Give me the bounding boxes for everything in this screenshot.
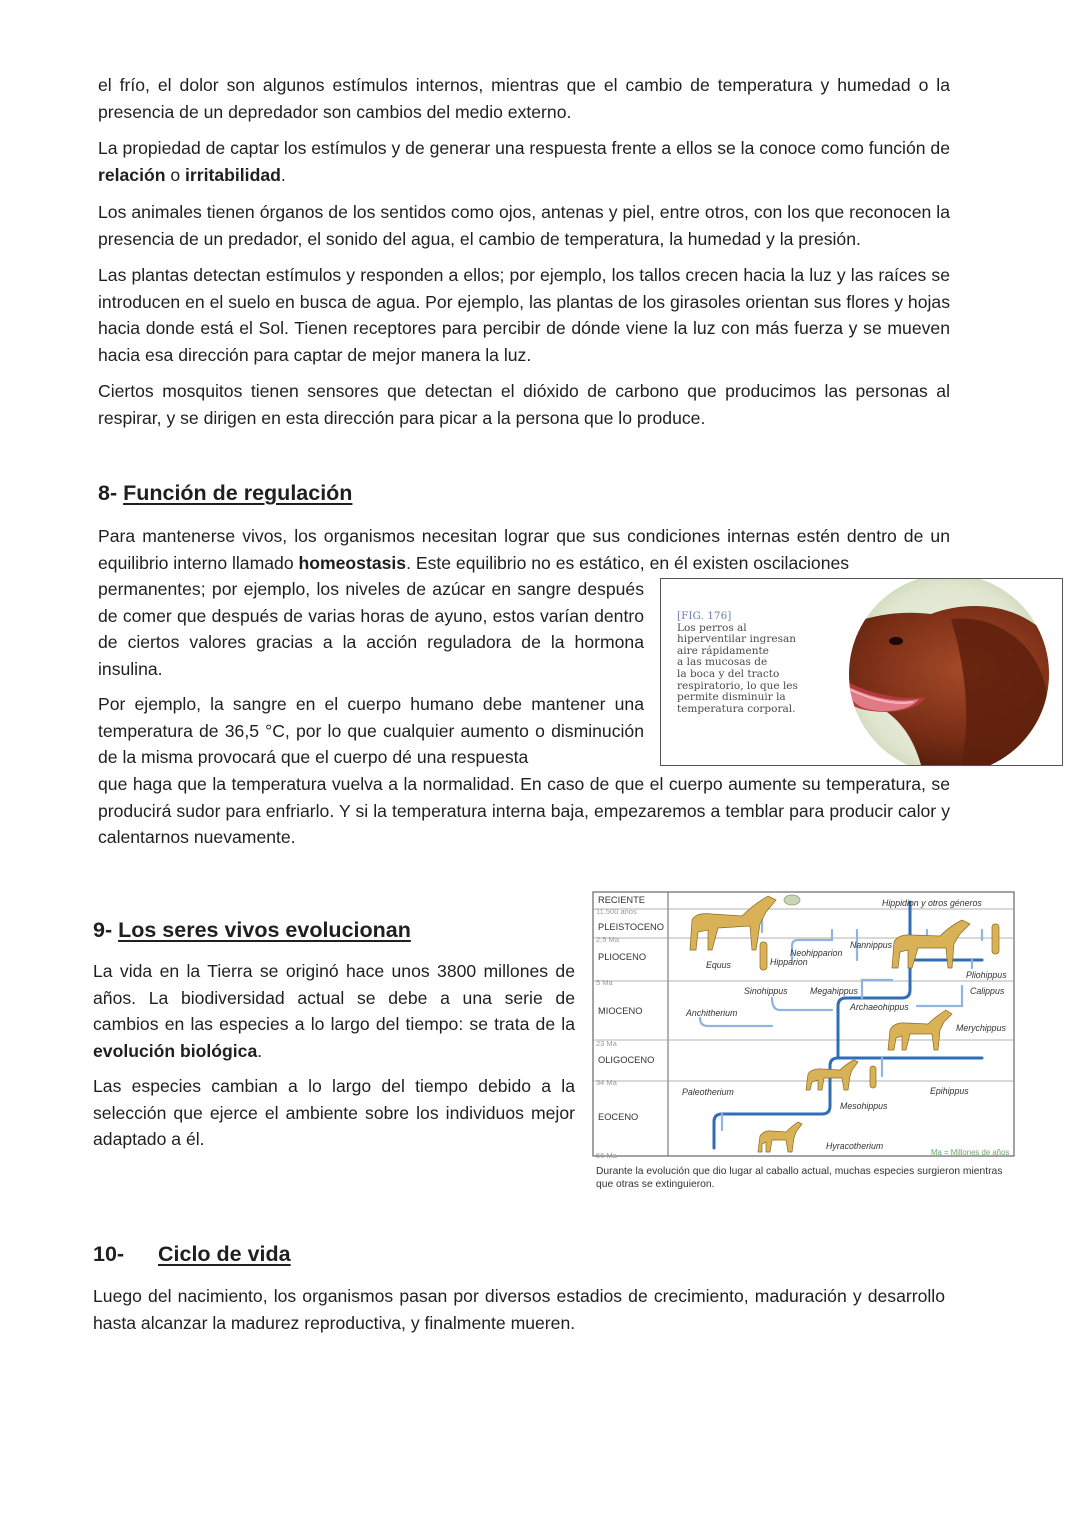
skull-fossil: [784, 895, 800, 905]
caption-line: la boca y del tracto: [677, 667, 780, 680]
text: .: [257, 1040, 263, 1061]
period-age: 23 Ma: [596, 1039, 617, 1048]
genus-label: Calippus: [970, 986, 1005, 996]
genus-label: Sinohippus: [744, 986, 788, 996]
text: . Este equilibrio no es estático, en él existen oscilaciones: [406, 552, 850, 573]
genus-label: Merychippus: [956, 1023, 1006, 1033]
hoof-fossil: [760, 942, 767, 970]
caption-line: permite disminuir la: [677, 691, 786, 704]
section-10-heading: [93, 1242, 291, 1267]
paragraph-mosquitoes: Ciertos mosquitos tienen sensores que detectan el dióxido de carbono que producimos las personas al respirar, y se dirigen en esta dirección para picar a la persona que lo produce.: [98, 381, 950, 428]
paragraph-stimuli-examples: el frío, el dolor son algunos estímulos internos, mientras que el cambio de temperatura y humedad o la presencia de un depredador son cambios del medio externo.: [98, 75, 950, 122]
genus-label: Mesohippus: [840, 1101, 888, 1111]
figure-dog: [660, 578, 1063, 766]
paragraph-plants: Las plantas detectan estímulos y responden a ellos; por ejemplo, los tallos crecen hacia la luz y las raíces se introducen en el suelo en busca de agua. Por ejemplo, las plantas de los girasoles orientan sus flores y hojas hacia donde está el Sol. Tienen receptores para percibir de dónde viene la luz con más fuerza y se mueven hacia esa dirección para captar de mejor manera la luz.: [98, 265, 950, 365]
genus-label: Paleotherium: [682, 1087, 734, 1097]
caption-line: respiratorio, lo que les: [677, 679, 798, 692]
genus-label: Pliohippus: [966, 970, 1007, 980]
period-name: RECIENTE: [598, 895, 646, 905]
caption-line: temperatura corporal.: [677, 702, 796, 715]
genus-label: Anchitherium: [686, 1008, 738, 1018]
genus-label: Hyracotherium: [826, 1141, 884, 1151]
section-9-heading: [93, 918, 411, 943]
genus-label: Megahippus: [810, 986, 858, 996]
hoof-fossil: [992, 924, 999, 954]
dog-illustration: [801, 579, 1063, 765]
bold-term-relacion: relación: [98, 164, 166, 185]
text: .: [280, 164, 286, 185]
period-age: 11.500 años: [596, 907, 637, 916]
paragraph-evolution: [93, 958, 575, 1064]
section-8-title: Función de regulación: [123, 481, 353, 505]
period-name: PLEISTOCENO: [598, 922, 664, 932]
bold-term-irritabilidad: irritabilidad: [185, 164, 281, 185]
paragraph-irritability: [98, 135, 950, 188]
section-9-number: 9-: [93, 918, 119, 942]
bold-term-evolucion-biologica: evolución biológica: [93, 1040, 258, 1061]
section-10-title: Ciclo de vida: [158, 1242, 291, 1266]
period-age: 34 Ma: [596, 1078, 617, 1087]
genus-label: Hippidion y otros géneros: [882, 898, 982, 908]
genus-label: Neohipparion: [790, 948, 843, 958]
caption-line: a las mucosas de: [677, 656, 768, 669]
period-name: OLIGOCENO: [598, 1055, 655, 1065]
caption-line: aire rápidamente: [677, 644, 769, 657]
genus-label: Equus: [706, 960, 731, 970]
legend-ma: Ma = Millones de años: [931, 1148, 1010, 1157]
genus-label: Archaeohippus: [850, 1002, 909, 1012]
period-name: MIOCENO: [598, 1006, 643, 1016]
figure-horse-evolution: [592, 890, 1016, 1160]
section-8-number: 8-: [98, 481, 124, 505]
figure-horse-evolution-caption: Durante la evolución que dio lugar al caballo actual, muchas especies surgieron mientras que otras se extinguieron.: [596, 1166, 1003, 1190]
period-name: PLIOCENO: [598, 952, 647, 962]
hoof-fossil: [870, 1066, 876, 1088]
figure-label: [FIG. 176]: [677, 610, 732, 622]
caption-line: Los perros al: [677, 621, 747, 634]
text: La vida en la Tierra se originó hace unos 3800 millones de años. La biodiversidad actual se debe a una serie de cambios en las especies a lo largo del tiempo: se trata de la: [93, 961, 575, 1034]
text: o: [165, 164, 186, 185]
bold-term-homeostasis: homeostasis: [298, 552, 407, 573]
text: Para mantenerse vivos, los organismos necesitan lograr que sus condiciones internas estén dentro de un equilibrio interno llamado: [98, 526, 950, 573]
paragraph-life-cycle: Luego del nacimiento, los organismos pasan por diversos estadios de crecimiento, maduración y desarrollo hasta alcanzar la madurez reproductiva, y finalmente mueren.: [93, 1286, 945, 1333]
paragraph-body-temperature-b: que haga que la temperatura vuelva a la normalidad. En caso de que el cuerpo aumente su temperatura, se producirá sudor para enfriarlo. Y si la temperatura interna baja, empezaremos a temblar para producir calor y calentarnos nuevamente.: [98, 774, 950, 847]
figure-dog-caption: [677, 611, 817, 715]
section-9-title: Los seres vivos evolucionan: [118, 918, 411, 942]
paragraph-sugar-levels: permanentes; por ejemplo, los niveles de azúcar en sangre después de comer que después de varias horas de ayuno, estos varían dentro de ciertos valores gracias a la acción reguladora de la hormona insulina.: [98, 579, 644, 679]
paragraph-body-temperature-a: Por ejemplo, la sangre en el cuerpo humano debe mantener una temperatura de 36,5 °C, por lo que cualquier aumento o disminución de la misma provocará que el cuerpo dé una respuesta: [98, 694, 644, 767]
section-8-heading: [98, 481, 352, 506]
period-name: EOCENO: [598, 1112, 639, 1122]
paragraph-homeostasis: [98, 523, 950, 576]
period-age: 5 Ma: [596, 978, 613, 987]
genus-label: Nannippus: [850, 940, 893, 950]
period-age: 56 Ma: [596, 1151, 617, 1160]
genus-label: Hipparion: [770, 957, 808, 967]
paragraph-selection: Las especies cambian a lo largo del tiempo debido a la selección que ejerce el ambiente sobre los individuos mejor adaptado a él.: [93, 1076, 575, 1149]
paragraph-animal-senses: Los animales tienen órganos de los sentidos como ojos, antenas y piel, entre otros, con los que reconocen la presencia de un predador, el sonido del agua, el cambio de temperatura, la humedad y la presión.: [98, 202, 950, 249]
section-10-number: 10-: [93, 1242, 125, 1266]
caption-line: hiperventilar ingresan: [677, 633, 797, 646]
period-age: 2,5 Ma: [596, 935, 619, 944]
text: La propiedad de captar los estímulos y de generar una respuesta frente a ellos se la conoce como función de: [98, 138, 950, 158]
genus-label: Epihippus: [930, 1086, 969, 1096]
